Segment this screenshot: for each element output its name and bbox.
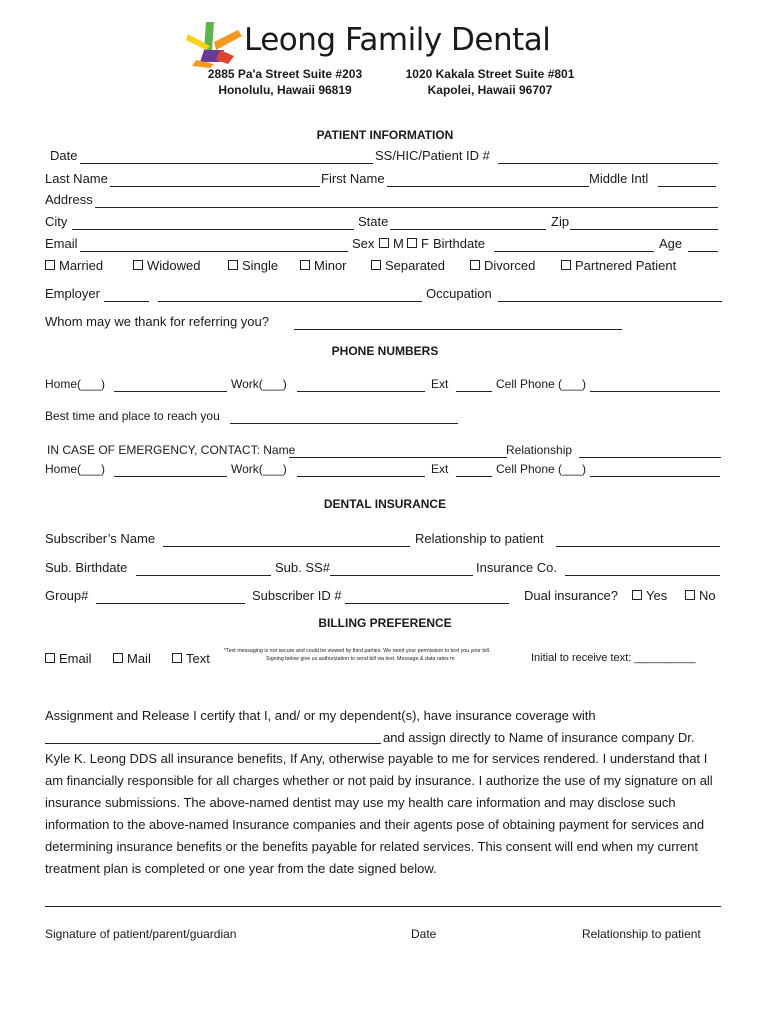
text-notice-line2: Signing below give us authorization to send bill via text. Message & data rates m bbox=[266, 656, 455, 662]
signature-label: Signature of patient/parent/guardian bbox=[45, 927, 237, 941]
emergency-label: IN CASE OF EMERGENCY, CONTACT: Name bbox=[47, 443, 296, 457]
best-time-label: Best time and place to reach you bbox=[45, 409, 220, 423]
sub-ss-label: Sub. SS# bbox=[275, 560, 330, 575]
emergency-home-field[interactable] bbox=[114, 476, 227, 477]
signature-relationship-label: Relationship to patient bbox=[582, 927, 701, 941]
relationship-field[interactable] bbox=[556, 546, 720, 547]
age-field[interactable] bbox=[688, 251, 718, 252]
referral-field[interactable] bbox=[294, 329, 622, 330]
cell-phone-field[interactable] bbox=[590, 391, 720, 392]
sex-f-checkbox[interactable]: F bbox=[407, 236, 429, 251]
dual-no-checkbox[interactable]: No bbox=[685, 588, 716, 603]
emergency-relationship-label: Relationship bbox=[506, 443, 573, 457]
middle-label: Middle Intl bbox=[589, 171, 649, 186]
marital-married[interactable]: Married bbox=[45, 258, 103, 273]
zip-field[interactable] bbox=[570, 229, 718, 230]
assignment-line2: and assign directly to Name of insurance company Dr. bbox=[383, 730, 695, 745]
employer-field-b[interactable] bbox=[158, 301, 422, 302]
billing-email-checkbox[interactable]: Email bbox=[45, 651, 92, 666]
office1-line2: Honolulu, Hawaii 96819 bbox=[218, 83, 352, 97]
occupation-field[interactable] bbox=[498, 301, 722, 302]
checkbox-icon bbox=[45, 260, 55, 270]
emergency-ext-field[interactable] bbox=[456, 476, 492, 477]
employer-field-a[interactable] bbox=[104, 301, 149, 302]
subscriber-name-field[interactable] bbox=[163, 546, 410, 547]
employer-label: Employer bbox=[45, 286, 100, 301]
age-label: Age bbox=[659, 236, 683, 251]
billing-text-checkbox[interactable]: Text bbox=[172, 651, 210, 666]
ss-id-label: SS/HIC/Patient ID # bbox=[375, 148, 490, 163]
zip-label: Zip bbox=[551, 214, 570, 229]
checkbox-icon bbox=[300, 260, 310, 270]
clinic-title: Leong Family Dental bbox=[244, 22, 551, 58]
checkbox-icon bbox=[172, 653, 182, 663]
checkbox-icon bbox=[632, 590, 642, 600]
address-field[interactable] bbox=[95, 207, 718, 208]
city-field[interactable] bbox=[72, 229, 354, 230]
group-field[interactable] bbox=[96, 603, 245, 604]
marital-separated[interactable]: Separated bbox=[371, 258, 445, 273]
billing-mail-checkbox[interactable]: Mail bbox=[113, 651, 151, 666]
checkbox-icon bbox=[371, 260, 381, 270]
first-name-label: First Name bbox=[321, 171, 385, 186]
checkbox-icon bbox=[228, 260, 238, 270]
cell-phone-label: Cell Phone (___) bbox=[496, 377, 587, 391]
office2-line2: Kapolei, Hawaii 96707 bbox=[427, 83, 553, 97]
city-label: City bbox=[45, 214, 68, 229]
date-label: Date bbox=[50, 148, 78, 163]
last-name-field[interactable] bbox=[110, 186, 320, 187]
initial-to-text: Initial to receive text: __________ bbox=[531, 652, 696, 664]
office1-line1: 2885 Pa'a Street Suite #203 bbox=[207, 67, 363, 81]
sub-ss-field[interactable] bbox=[330, 575, 473, 576]
checkbox-icon bbox=[407, 238, 417, 248]
sex-m-checkbox[interactable]: M bbox=[379, 236, 404, 251]
dual-insurance-label: Dual insurance? bbox=[524, 588, 618, 603]
emergency-work-field[interactable] bbox=[297, 476, 425, 477]
checkbox-icon bbox=[113, 653, 123, 663]
address-label: Address bbox=[45, 192, 93, 207]
first-name-field[interactable] bbox=[387, 186, 589, 187]
ext-field[interactable] bbox=[456, 391, 492, 392]
sub-birthdate-label: Sub. Birthdate bbox=[45, 560, 128, 575]
work-phone-label: Work(___) bbox=[231, 377, 287, 391]
emergency-name-field[interactable] bbox=[289, 457, 507, 458]
subscriber-id-field[interactable] bbox=[345, 603, 509, 604]
referral-label: Whom may we thank for referring you? bbox=[45, 314, 269, 329]
marital-minor[interactable]: Minor bbox=[300, 258, 347, 273]
occupation-label: Occupation bbox=[426, 286, 492, 301]
text-notice-line1: *Text messaging is not secure and could be viewed by third parties. We need your permission to text you your bill. bbox=[224, 648, 491, 654]
signature-date-label: Date bbox=[411, 927, 437, 941]
work-phone-field[interactable] bbox=[297, 391, 425, 392]
state-label: State bbox=[358, 214, 389, 229]
ss-id-field[interactable] bbox=[498, 163, 718, 164]
emergency-cell-label: Cell Phone (___) bbox=[496, 462, 587, 476]
dual-yes-checkbox[interactable]: Yes bbox=[632, 588, 667, 603]
birthdate-label: Birthdate bbox=[433, 236, 486, 251]
emergency-work-label: Work(___) bbox=[231, 462, 287, 476]
insurance-heading: DENTAL INSURANCE bbox=[323, 497, 447, 511]
checkbox-icon bbox=[133, 260, 143, 270]
checkbox-icon bbox=[379, 238, 389, 248]
birthdate-field[interactable] bbox=[494, 251, 654, 252]
subscriber-name-label: Subscriber’s Name bbox=[45, 531, 156, 546]
office2-line1: 1020 Kakala Street Suite #801 bbox=[405, 67, 575, 81]
assignment-body: Kyle K. Leong DDS all insurance benefits, If Any, otherwise payable to me for services rendered. I understand that I am financially responsible for all charges whether or not paid by insurance. I authorize the use of my signature on all insurance submissions. The above-named dentist may use my health care information and may disclose such information to the above-named Insurance companies and their agents pose of obtaining payment for services and determining insurance benefits or the benefits payable for related services. This consent will end when my current treatment plan is completed or one year from the date signed below. bbox=[45, 751, 713, 876]
insurance-company-field[interactable] bbox=[45, 743, 381, 744]
checkbox-icon bbox=[45, 653, 55, 663]
checkbox-icon bbox=[685, 590, 695, 600]
email-field[interactable] bbox=[80, 251, 348, 252]
state-field[interactable] bbox=[390, 229, 546, 230]
ext-label: Ext bbox=[431, 377, 449, 391]
checkbox-icon bbox=[561, 260, 571, 270]
subscriber-id-label: Subscriber ID # bbox=[252, 588, 342, 603]
signature-line[interactable] bbox=[45, 906, 721, 907]
middle-field[interactable] bbox=[658, 186, 716, 187]
insurance-co-label: Insurance Co. bbox=[476, 560, 557, 575]
logo bbox=[184, 20, 246, 70]
best-time-field[interactable] bbox=[230, 423, 458, 424]
emergency-relationship-field[interactable] bbox=[579, 457, 721, 458]
home-phone-field[interactable] bbox=[114, 391, 227, 392]
checkbox-icon bbox=[470, 260, 480, 270]
marital-divorced[interactable]: Divorced bbox=[470, 258, 535, 273]
assignment-line1: Assignment and Release I certify that I, and/ or my dependent(s), have insurance coverage with bbox=[45, 708, 596, 723]
marital-single[interactable]: Single bbox=[228, 258, 278, 273]
sub-birthdate-field[interactable] bbox=[136, 575, 271, 576]
phone-heading: PHONE NUMBERS bbox=[331, 344, 439, 358]
billing-heading: BILLING PREFERENCE bbox=[318, 616, 452, 630]
patient-info-heading: PATIENT INFORMATION bbox=[316, 128, 454, 142]
marital-partnered[interactable]: Partnered Patient bbox=[561, 258, 676, 273]
group-label: Group# bbox=[45, 588, 89, 603]
emergency-cell-field[interactable] bbox=[590, 476, 720, 477]
emergency-ext-label: Ext bbox=[431, 462, 449, 476]
home-phone-label: Home(___) bbox=[45, 377, 106, 391]
emergency-home-label: Home(___) bbox=[45, 462, 106, 476]
sex-label: Sex bbox=[352, 236, 375, 251]
relationship-label: Relationship to patient bbox=[415, 531, 544, 546]
marital-widowed[interactable]: Widowed bbox=[133, 258, 200, 273]
last-name-label: Last Name bbox=[45, 171, 108, 186]
insurance-co-field[interactable] bbox=[565, 575, 720, 576]
email-label: Email bbox=[45, 236, 78, 251]
date-field[interactable] bbox=[80, 163, 373, 164]
